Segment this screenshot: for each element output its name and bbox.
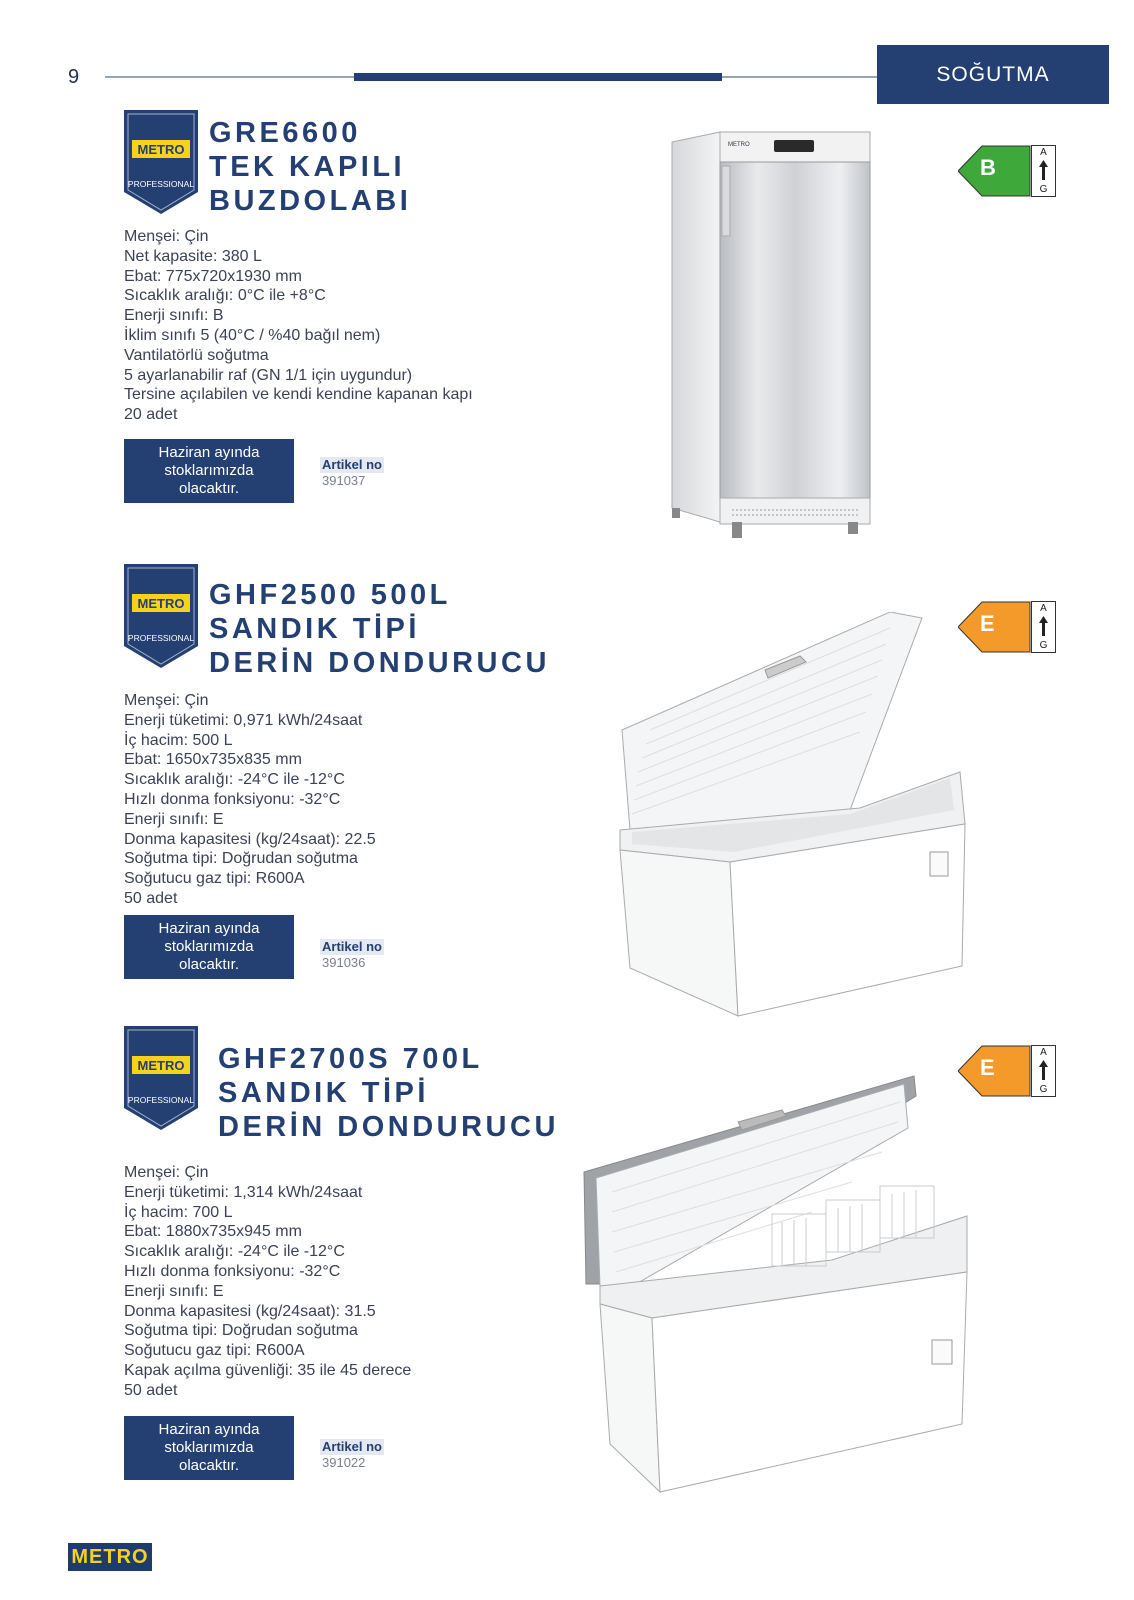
spec-line: Enerji tüketimi: 1,314 kWh/24saat <box>124 1183 363 1201</box>
scale-bottom: G <box>1039 1084 1048 1095</box>
title-line: DERİN DONDURUCU <box>209 647 550 679</box>
spec-line: Net kapasite: 380 L <box>124 247 262 265</box>
product-title <box>218 1042 559 1144</box>
chest-freezer-image <box>582 1072 972 1502</box>
spec-line: Menşei: Çin <box>124 228 209 245</box>
spec-line: Ebat: 1880x735x945 mm <box>124 1223 302 1241</box>
product-title <box>209 116 411 218</box>
energy-class: B <box>980 155 996 180</box>
stock-note <box>124 439 294 503</box>
metro-logo <box>68 1543 152 1571</box>
spec-line: Hızlı donma fonksiyonu: -32°C <box>124 790 341 808</box>
spec-line: Ebat: 1650x735x835 mm <box>124 751 302 769</box>
stock-note-text: Haziran ayında stoklarımızda olacaktır. <box>158 444 260 497</box>
artikel-block <box>320 939 384 971</box>
artikel-number: 391022 <box>322 1455 366 1470</box>
badge-sub: PROFESSIONAL <box>127 179 195 189</box>
spec-line: İç hacim: 700 L <box>124 1203 233 1221</box>
badge-sub: PROFESSIONAL <box>127 1095 195 1105</box>
spec-line: Soğutucu gaz tipi: R600A <box>124 870 305 888</box>
scale-top: A <box>1040 603 1047 614</box>
badge-brand: METRO <box>137 596 185 611</box>
header-rule-accent <box>354 73 722 81</box>
stock-note <box>124 915 294 979</box>
spec-line: Donma kapasitesi (kg/24saat): 31.5 <box>124 1302 376 1320</box>
energy-class: E <box>980 1055 995 1080</box>
title-line: SANDIK TİPİ <box>218 1077 429 1109</box>
spec-list <box>124 691 376 909</box>
section-title: SOĞUTMA <box>877 45 1109 104</box>
spec-line: Sıcaklık aralığı: -24°C ile -12°C <box>124 1243 345 1261</box>
spec-line: Enerji sınıfı: B <box>124 307 224 325</box>
energy-scale <box>1031 145 1056 197</box>
scale-top: A <box>1040 1047 1047 1058</box>
title-line: GHF2500 500L <box>209 579 451 611</box>
footer-logo-text: METRO <box>71 1545 149 1568</box>
spec-list <box>124 227 473 425</box>
spec-list <box>124 1163 411 1401</box>
scale-bottom: G <box>1039 640 1048 651</box>
spec-line: Donma kapasitesi (kg/24saat): 22.5 <box>124 830 376 848</box>
arrow-up-icon <box>1039 1060 1048 1080</box>
spec-line: Soğutucu gaz tipi: R600A <box>124 1342 305 1360</box>
energy-class: E <box>980 611 995 636</box>
spec-line: Kapak açılma güvenliği: 35 ile 45 derece <box>124 1361 412 1379</box>
title-line: SANDIK TİPİ <box>209 613 420 645</box>
metro-professional-badge <box>124 564 198 664</box>
stock-note <box>124 1416 294 1480</box>
refrigerator-image <box>662 130 892 562</box>
artikel-label: Artikel no <box>322 1439 382 1454</box>
artikel-number: 391036 <box>322 955 366 970</box>
metro-professional-badge <box>124 1026 198 1126</box>
fridge-brand: METRO <box>728 142 750 148</box>
title-line: GHF2700S 700L <box>218 1043 483 1075</box>
spec-line: 5 ayarlanabilir raf (GN 1/1 için uygundur) <box>124 366 413 384</box>
spec-line: İç hacim: 500 L <box>124 731 233 749</box>
arrow-up-icon <box>1039 616 1048 636</box>
scale-top: A <box>1040 147 1047 158</box>
energy-label <box>958 1045 1056 1097</box>
title-line: GRE6600 <box>209 117 361 149</box>
title-line: BUZDOLABI <box>209 185 412 217</box>
stock-note-text: Haziran ayında stoklarımızda olacaktır. <box>158 920 260 973</box>
spec-line: Tersine açılabilen ve kendi kendine kapanan kapı <box>124 386 473 404</box>
spec-line: Menşei: Çin <box>124 692 209 709</box>
spec-line: 20 adet <box>124 406 178 424</box>
spec-line: Vantilatörlü soğutma <box>124 346 269 364</box>
spec-line: İklim sınıfı 5 (40°C / %40 bağıl nem) <box>124 326 381 344</box>
spec-line: Enerji tüketimi: 0,971 kWh/24saat <box>124 711 363 729</box>
arrow-up-icon <box>1039 160 1048 180</box>
spec-line: Hızlı donma fonksiyonu: -32°C <box>124 1262 341 1280</box>
artikel-block <box>320 457 384 489</box>
energy-scale <box>1031 601 1056 653</box>
artikel-number: 391037 <box>322 473 366 488</box>
artikel-label: Artikel no <box>322 939 382 954</box>
badge-brand: METRO <box>137 1058 185 1073</box>
badge-brand: METRO <box>137 142 185 157</box>
spec-line: Sıcaklık aralığı: 0°C ile +8°C <box>124 287 326 305</box>
spec-line: Enerji sınıfı: E <box>124 1282 224 1300</box>
spec-line: 50 adet <box>124 889 178 907</box>
metro-professional-badge <box>124 110 198 210</box>
page-number: 9 <box>68 66 80 88</box>
spec-line: Ebat: 775x720x1930 mm <box>124 267 302 285</box>
spec-line: Soğutma tipi: Doğrudan soğutma <box>124 850 358 868</box>
artikel-block <box>320 1439 384 1471</box>
title-line: DERİN DONDURUCU <box>218 1111 559 1143</box>
energy-label <box>958 145 1056 197</box>
chest-freezer-image <box>610 612 990 1032</box>
scale-bottom: G <box>1039 184 1048 195</box>
spec-line: Enerji sınıfı: E <box>124 810 224 828</box>
spec-line: Sıcaklık aralığı: -24°C ile -12°C <box>124 771 345 789</box>
stock-note-text: Haziran ayında stoklarımızda olacaktır. <box>158 1421 260 1474</box>
spec-line: Soğutma tipi: Doğrudan soğutma <box>124 1322 358 1340</box>
energy-scale <box>1031 1045 1056 1097</box>
artikel-label: Artikel no <box>322 457 382 472</box>
spec-line: 50 adet <box>124 1381 178 1399</box>
spec-line: Menşei: Çin <box>124 1164 209 1181</box>
badge-sub: PROFESSIONAL <box>127 633 195 643</box>
product-title <box>209 578 550 680</box>
title-line: TEK KAPILI <box>209 151 406 183</box>
